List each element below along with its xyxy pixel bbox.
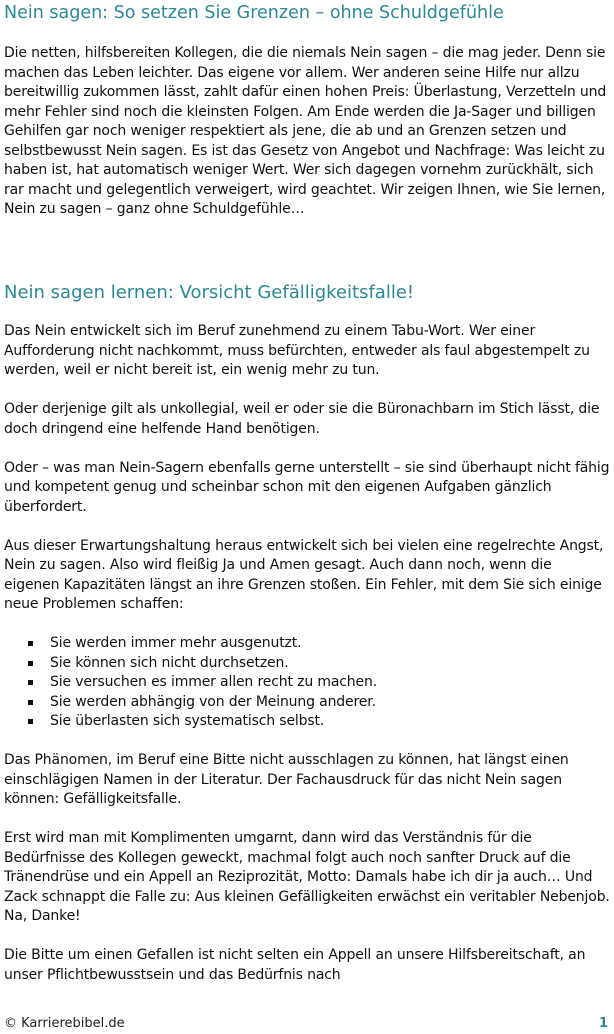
article-body — [4, 322, 610, 1005]
square-bullet-icon — [28, 719, 33, 724]
list-item — [4, 712, 610, 732]
list-item-text: Sie werden immer mehr ausgenutzt. — [50, 635, 302, 651]
paragraph: Das Phänomen, im Beruf eine Bitte nicht ausschlagen zu können, hat längst einen einschlägigen Namen in der Literatur. Der Fachausdruck für das nicht Nein sagen können: Gefälligkeitsfalle. — [4, 752, 569, 807]
list-item — [4, 693, 610, 713]
list-item — [4, 654, 610, 674]
paragraph: Oder derjenige gilt als unkollegial, weil er oder sie die Büronachbarn im Stich lässt, die doch dringend eine helfende Hand benötigen. — [4, 401, 600, 437]
list-item — [4, 634, 610, 654]
list-item — [4, 673, 610, 693]
square-bullet-icon — [28, 661, 33, 666]
section-heading: Nein sagen lernen: Vorsicht Gefälligkeitsfalle! — [4, 282, 415, 303]
square-bullet-icon — [28, 700, 33, 705]
list-item-text: Sie werden abhängig von der Meinung anderer. — [50, 693, 376, 710]
paragraph: Oder – was man Nein-Sagern ebenfalls gerne unterstellt – sie sind überhaupt nicht fähig und kompetent genug und scheinbar schon mit den eigenen Aufgaben gänzlich überfordert. — [4, 459, 610, 515]
list-item-text: Sie versuchen es immer allen recht zu machen. — [50, 674, 378, 690]
paragraph: Aus dieser Erwartungshaltung heraus entwickelt sich bei vielen eine regelrechte Angst, Nein zu sagen. Also wird fleißig Ja und Amen gesagt. Auch dann noch, wenn die eigenen Kapazitäten längst an ihre Grenzen stoßen. Ein Fehler, mit dem Sie sich einige neue Problemen schaffen: — [4, 537, 604, 612]
paragraph: Erst wird man mit Komplimenten umgarnt, dann wird das Verständnis für die Bedürfnisse des Kollegen geweckt, machmal folgt auch noch sanfter Druck auf die Tränendrüse und ein Appell an Reziprozität, Motto: Damals habe ich dir ja auch… Und Zack schnappt die Falle zu: Aus kleinen Gefälligkeiten erwächst ein veritabler Nebenjob. Na, Danke! — [4, 830, 610, 924]
page-title: Nein sagen: So setzen Sie Grenzen – ohne Schuldgefühle — [4, 3, 504, 23]
square-bullet-icon — [28, 641, 33, 646]
list-item-text: Sie können sich nicht durchsetzen. — [50, 654, 289, 671]
paragraph: Das Nein entwickelt sich im Beruf zunehmend zu einem Tabu-Wort. Wer einer Aufforderung nicht nachkommt, muss befürchten, entweder als faul abgestempelt zu werden, weil er nicht bereit ist, ein wenig mehr zu tun. — [4, 323, 590, 378]
square-bullet-icon — [28, 680, 33, 685]
page-number: 1 — [598, 1016, 608, 1031]
intro-paragraph: Die netten, hilfsbereiten Kollegen, die die niemals Nein sagen – die mag jeder. Denn sie machen das Leben leichter. Das eigene vor allem. Wer anderen seine Hilfe nur allzu bereitwillig zukommen lässt, zahlt dafür einen hohen Preis: Überlastung, Verzetteln und mehr Fehler sind noch die kleinsten Folgen. Am Ende werden die Ja-Sager und billigen Gehilfen gar noch weniger respektiert als jene, die ab und an Grenzen setzen und selbstbewusst Nein sagen. Es ist das Gesetz von Angebot und Nachfrage: Was leicht zu haben ist, hat automatisch weniger Wert. Wer sich dagegen vornehm zurückhält, sich rar macht und gelegentlich verweigert, wird geachtet. Wir zeigen Ihnen, wie Sie lernen, Nein zu sagen – ganz ohne Schuldgefühle… — [4, 45, 607, 217]
footer-copyright: © Karrierebibel.de — [4, 1016, 125, 1031]
paragraph: Die Bitte um einen Gefallen ist nicht selten ein Appell an unsere Hilfsbereitschaft, an unser Pflichtbewusstsein und das Bedürfnis nach — [4, 947, 586, 983]
bullet-list — [4, 634, 610, 732]
list-item-text: Sie überlasten sich systematisch selbst. — [50, 713, 325, 729]
